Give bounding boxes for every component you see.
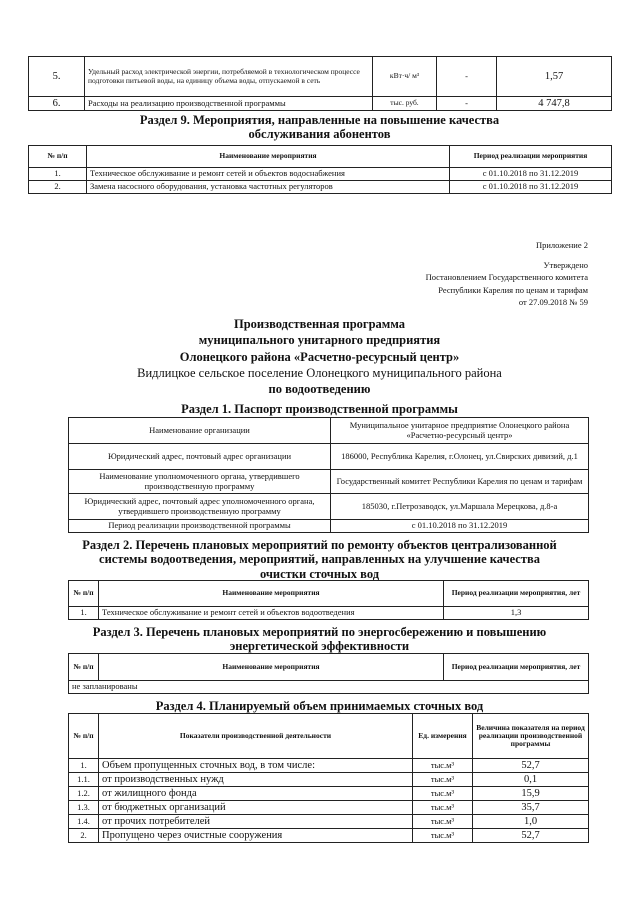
- table-row: [69, 815, 589, 829]
- title-line: Видлицкое сельское поселение Олонецкого муниципального района: [137, 365, 502, 380]
- passport-label: Наименование уполномоченного органа, утвердившего производственную программу: [69, 470, 331, 494]
- passport-value: Муниципальное унитарное предприятие Олонецкого района «Расчетно-ресурсный центр»: [331, 418, 589, 444]
- table-row: [29, 97, 612, 111]
- approval-line: Республики Карелия по ценам и тарифам: [438, 284, 588, 295]
- passport-value: 186000, Республика Карелия, г.Олонец, ул.Свирских дивизий, д.1: [331, 444, 589, 470]
- base-value: -: [437, 57, 497, 97]
- table-row: [69, 681, 589, 694]
- passport-label: Юридический адрес, почтовый адрес уполномоченного органа, утвердившего производственную программу: [69, 494, 331, 520]
- indicator-name: от производственных нужд: [99, 773, 413, 787]
- table-row: [69, 520, 589, 533]
- row-number: 1.2.: [69, 787, 99, 801]
- row-number: 1.: [69, 607, 99, 620]
- row-number: 1.: [69, 759, 99, 773]
- measure-period: 1,3: [444, 607, 589, 620]
- title-line: Производственная программа: [233, 317, 406, 331]
- passport-label: Юридический адрес, почтовый адрес организации: [69, 444, 331, 470]
- measure-period: с 01.10.2018 по 31.12.2019: [450, 181, 612, 194]
- unit: тыс.м³: [413, 773, 473, 787]
- unit: тыс.м³: [413, 759, 473, 773]
- passport-value: 185030, г.Петрозаводск, ул.Маршала Мерецкова, д.8-а: [331, 494, 589, 520]
- row-number: 1.: [29, 168, 87, 181]
- table-header-row: [69, 714, 589, 759]
- passport-label: Наименование организации: [69, 418, 331, 444]
- table-row: [69, 607, 589, 620]
- approved-label: Утверждено: [543, 260, 588, 270]
- column-header: Наименование мероприятия: [99, 581, 444, 607]
- title-line: по водоотведению: [268, 382, 371, 396]
- section9-table: [28, 145, 612, 194]
- column-header: Наименование мероприятия: [99, 654, 444, 681]
- passport-value: с 01.10.2018 по 31.12.2019: [331, 520, 589, 533]
- table-row: [29, 57, 612, 97]
- indicator-value: 4 747,8: [497, 97, 612, 111]
- title-line: Олонецкого района «Расчетно-ресурсный центр»: [179, 349, 460, 364]
- section4-title: Раздел 4. Планируемый объем принимаемых сточных вод: [155, 699, 484, 713]
- measure-name: Техническое обслуживание и ремонт сетей и объектов водоснабжения: [87, 168, 450, 181]
- row-number: 1.3.: [69, 801, 99, 815]
- column-header: Показатели производственной деятельности: [99, 714, 413, 759]
- section2-table: [68, 580, 589, 620]
- table-row: [69, 773, 589, 787]
- table-row: [69, 759, 589, 773]
- section4-table: [68, 713, 589, 843]
- indicator-name: Расходы на реализацию производственной программы: [85, 97, 373, 111]
- indicator-value: 1,57: [497, 57, 612, 97]
- row-number: 1.4.: [69, 815, 99, 829]
- row-number: 1.1.: [69, 773, 99, 787]
- column-header: № п/п: [69, 654, 99, 681]
- column-header: № п/п: [29, 146, 87, 168]
- unit: тыс.м³: [413, 829, 473, 843]
- not-planned-text: не запланированы: [69, 681, 589, 694]
- indicator-value: 35,7: [473, 801, 589, 815]
- table-row: [69, 801, 589, 815]
- section3-table: [68, 653, 589, 694]
- indicator-name: Удельный расход электрической энергии, потребляемой в технологическом процессе подготовки питьевой воды, на единицу объема воды, отпускаемой в сеть: [85, 57, 373, 97]
- table-row: [29, 181, 612, 194]
- column-header: Наименование мероприятия: [87, 146, 450, 168]
- indicator-name: Пропущено через очистные сооружения: [99, 829, 413, 843]
- passport-table: [68, 417, 589, 533]
- table-header-row: [69, 581, 589, 607]
- indicator-name: Объем пропущенных сточных вод, в том числе:: [99, 759, 413, 773]
- table-row: [69, 470, 589, 494]
- table-row: [69, 787, 589, 801]
- indicator-value: 1,0: [473, 815, 589, 829]
- passport-value: Государственный комитет Республики Карелия по ценам и тарифам: [331, 470, 589, 494]
- unit: тыс.м³: [413, 787, 473, 801]
- indicators-table: [28, 56, 612, 111]
- indicator-name: от прочих потребителей: [99, 815, 413, 829]
- table-header-row: [69, 654, 589, 681]
- unit: тыс.м³: [413, 815, 473, 829]
- row-number: 2.: [69, 829, 99, 843]
- column-header: Ед. измерения: [413, 714, 473, 759]
- table-header-row: [29, 146, 612, 168]
- column-header: № п/п: [69, 581, 99, 607]
- unit: тыс.м³: [413, 801, 473, 815]
- section9-title: Раздел 9. Мероприятия, направленные на повышение качества обслуживания абонентов: [139, 113, 500, 142]
- approval-date: от 27.09.2018 № 59: [518, 296, 588, 307]
- program-title: [28, 316, 611, 397]
- measure-name: Замена насосного оборудования, установка частотных регуляторов: [87, 181, 450, 194]
- measure-period: с 01.10.2018 по 31.12.2019: [450, 168, 612, 181]
- column-header: Период реализации мероприятия: [450, 146, 612, 168]
- appendix-label: Приложение 2: [536, 240, 588, 250]
- table-row: [69, 418, 589, 444]
- indicator-value: 0,1: [473, 773, 589, 787]
- indicator-name: от жилищного фонда: [99, 787, 413, 801]
- section1-title: Раздел 1. Паспорт производственной программы: [181, 402, 458, 416]
- table-row: [69, 494, 589, 520]
- section2-title: Раздел 2. Перечень плановых мероприятий по ремонту объектов централизованной системы водоотведения, мероприятий, направленных на улучшение качества очистки сточных вод: [82, 538, 557, 581]
- indicator-value: 52,7: [473, 829, 589, 843]
- unit: кВт·ч/ м³: [373, 57, 437, 97]
- row-number: 6.: [29, 97, 85, 111]
- section3-title: Раздел 3. Перечень плановых мероприятий по энергосбережению и повышению энергетической эффективности: [92, 625, 547, 654]
- row-number: 2.: [29, 181, 87, 194]
- approval-block: [426, 259, 588, 308]
- column-header: № п/п: [69, 714, 99, 759]
- indicator-value: 15,9: [473, 787, 589, 801]
- measure-name: Техническое обслуживание и ремонт сетей и объектов водоотведения: [99, 607, 444, 620]
- column-header: Период реализации мероприятия, лет: [444, 581, 589, 607]
- passport-label: Период реализации производственной программы: [69, 520, 331, 533]
- approval-line: Постановлением Государственного комитета: [425, 272, 588, 283]
- column-header: Период реализации мероприятия, лет: [444, 654, 589, 681]
- unit: тыс. руб.: [373, 97, 437, 111]
- indicator-name: от бюджетных организаций: [99, 801, 413, 815]
- table-row: [69, 444, 589, 470]
- column-header: Величина показателя на период реализации производственной программы: [473, 714, 589, 759]
- title-line: муниципального унитарного предприятия: [198, 333, 441, 348]
- row-number: 5.: [29, 57, 85, 97]
- base-value: -: [437, 97, 497, 111]
- table-row: [69, 829, 589, 843]
- table-row: [29, 168, 612, 181]
- indicator-value: 52,7: [473, 759, 589, 773]
